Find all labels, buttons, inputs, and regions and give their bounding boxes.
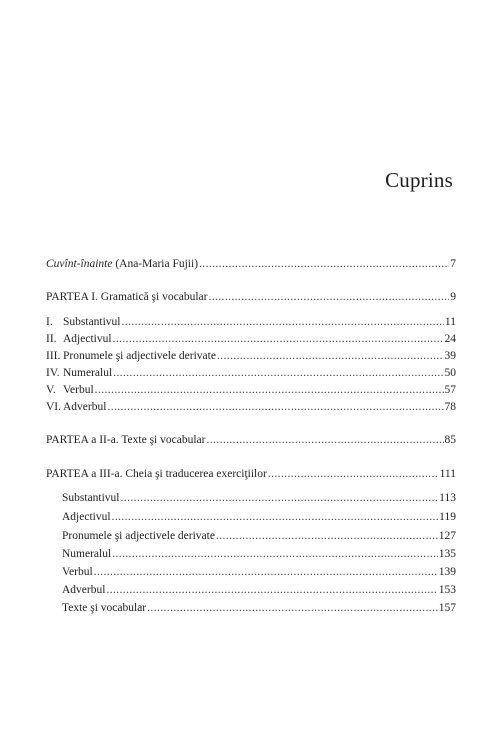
- page-number: 157: [438, 602, 456, 614]
- dot-leader: [217, 348, 444, 364]
- intro-author: (Ana-Maria Fujii): [112, 258, 199, 270]
- toc-entry-key: [62, 528, 456, 544]
- page-number: 9: [450, 291, 456, 303]
- chapter-number: I.: [46, 316, 53, 328]
- toc-entry-chapter: [46, 399, 456, 415]
- dot-leader: [113, 365, 443, 381]
- toc-entry-key: [62, 600, 456, 616]
- chapter-label: Adjectivul: [63, 333, 112, 345]
- dot-leader: [206, 432, 443, 448]
- chapter-label: Numeralul: [63, 367, 113, 379]
- part-label: PARTEA a II-a. Texte şi vocabular: [46, 434, 206, 446]
- dot-leader: [107, 399, 443, 415]
- chapter-label: Pronumele şi adjectivele derivate: [63, 350, 216, 362]
- toc-entry-part-2: [46, 432, 456, 448]
- dot-leader: [95, 382, 444, 398]
- page-number: 113: [439, 492, 456, 504]
- key-label: Substantivul: [62, 492, 120, 504]
- intro-title: Cuvînt-înainte: [46, 258, 113, 270]
- page-number: 139: [438, 566, 456, 578]
- page-number: 7: [450, 258, 456, 270]
- toc-entry-chapter: [46, 365, 456, 381]
- chapter-number: II.: [46, 333, 57, 345]
- key-label: Verbul: [62, 566, 93, 578]
- chapter-number: V.: [46, 384, 56, 396]
- chapter-number: IV.: [46, 367, 60, 379]
- toc-entry-key: [62, 582, 456, 598]
- page-number: 24: [444, 333, 456, 345]
- key-label: Numeralul: [62, 548, 112, 560]
- page-number: 127: [438, 530, 456, 542]
- toc-entry-chapter: [46, 314, 456, 330]
- toc-entry-key: [62, 546, 456, 562]
- toc-entry-key: [62, 509, 456, 525]
- dot-leader: [112, 546, 438, 562]
- part-label: PARTEA a III-a. Cheia şi traducerea exerciţiilor: [46, 468, 267, 480]
- dot-leader: [147, 600, 438, 616]
- toc-entry-part-1: [46, 289, 456, 305]
- dot-leader: [112, 509, 439, 525]
- dot-leader: [216, 528, 438, 544]
- key-label: Pronumele şi adjectivele derivate: [62, 530, 215, 542]
- dot-leader: [113, 331, 444, 347]
- dot-leader: [94, 564, 438, 580]
- toc-entry-chapter: [46, 331, 456, 347]
- key-label: Adverbul: [62, 584, 106, 596]
- dot-leader: [121, 490, 439, 506]
- toc-entry-part-3: [46, 466, 456, 482]
- chapter-label: Verbul: [63, 384, 94, 396]
- toc-entry-key: [62, 490, 456, 506]
- dot-leader: [199, 256, 449, 272]
- part-label: PARTEA I. Gramatică şi vocabular: [46, 291, 208, 303]
- dot-leader: [122, 314, 444, 330]
- toc-entry-intro: [46, 256, 456, 272]
- chapter-label: Substantivul: [63, 316, 121, 328]
- dot-leader: [268, 466, 439, 482]
- page-number: 50: [444, 367, 456, 379]
- page-number: 85: [444, 434, 456, 446]
- key-label: Adjectivul: [62, 511, 111, 523]
- toc-entry-chapter: [46, 348, 456, 364]
- page-number: 119: [439, 511, 456, 523]
- toc-entry-key: [62, 564, 456, 580]
- chapter-number: III.: [46, 350, 61, 362]
- dot-leader: [208, 289, 449, 305]
- toc-entry-chapter: [46, 382, 456, 398]
- page-number: 153: [438, 584, 456, 596]
- page-number: 135: [438, 548, 456, 560]
- page-title: Cuprins: [385, 168, 453, 192]
- chapter-label: Adverbul: [63, 401, 107, 413]
- page-number: 11: [444, 316, 456, 328]
- chapter-number: VI.: [46, 401, 62, 413]
- page-number: 78: [444, 401, 456, 413]
- dot-leader: [106, 582, 437, 598]
- key-label: Texte şi vocabular: [62, 602, 147, 614]
- page-number: 111: [439, 468, 456, 480]
- page-number: 57: [444, 384, 456, 396]
- page-number: 39: [444, 350, 456, 362]
